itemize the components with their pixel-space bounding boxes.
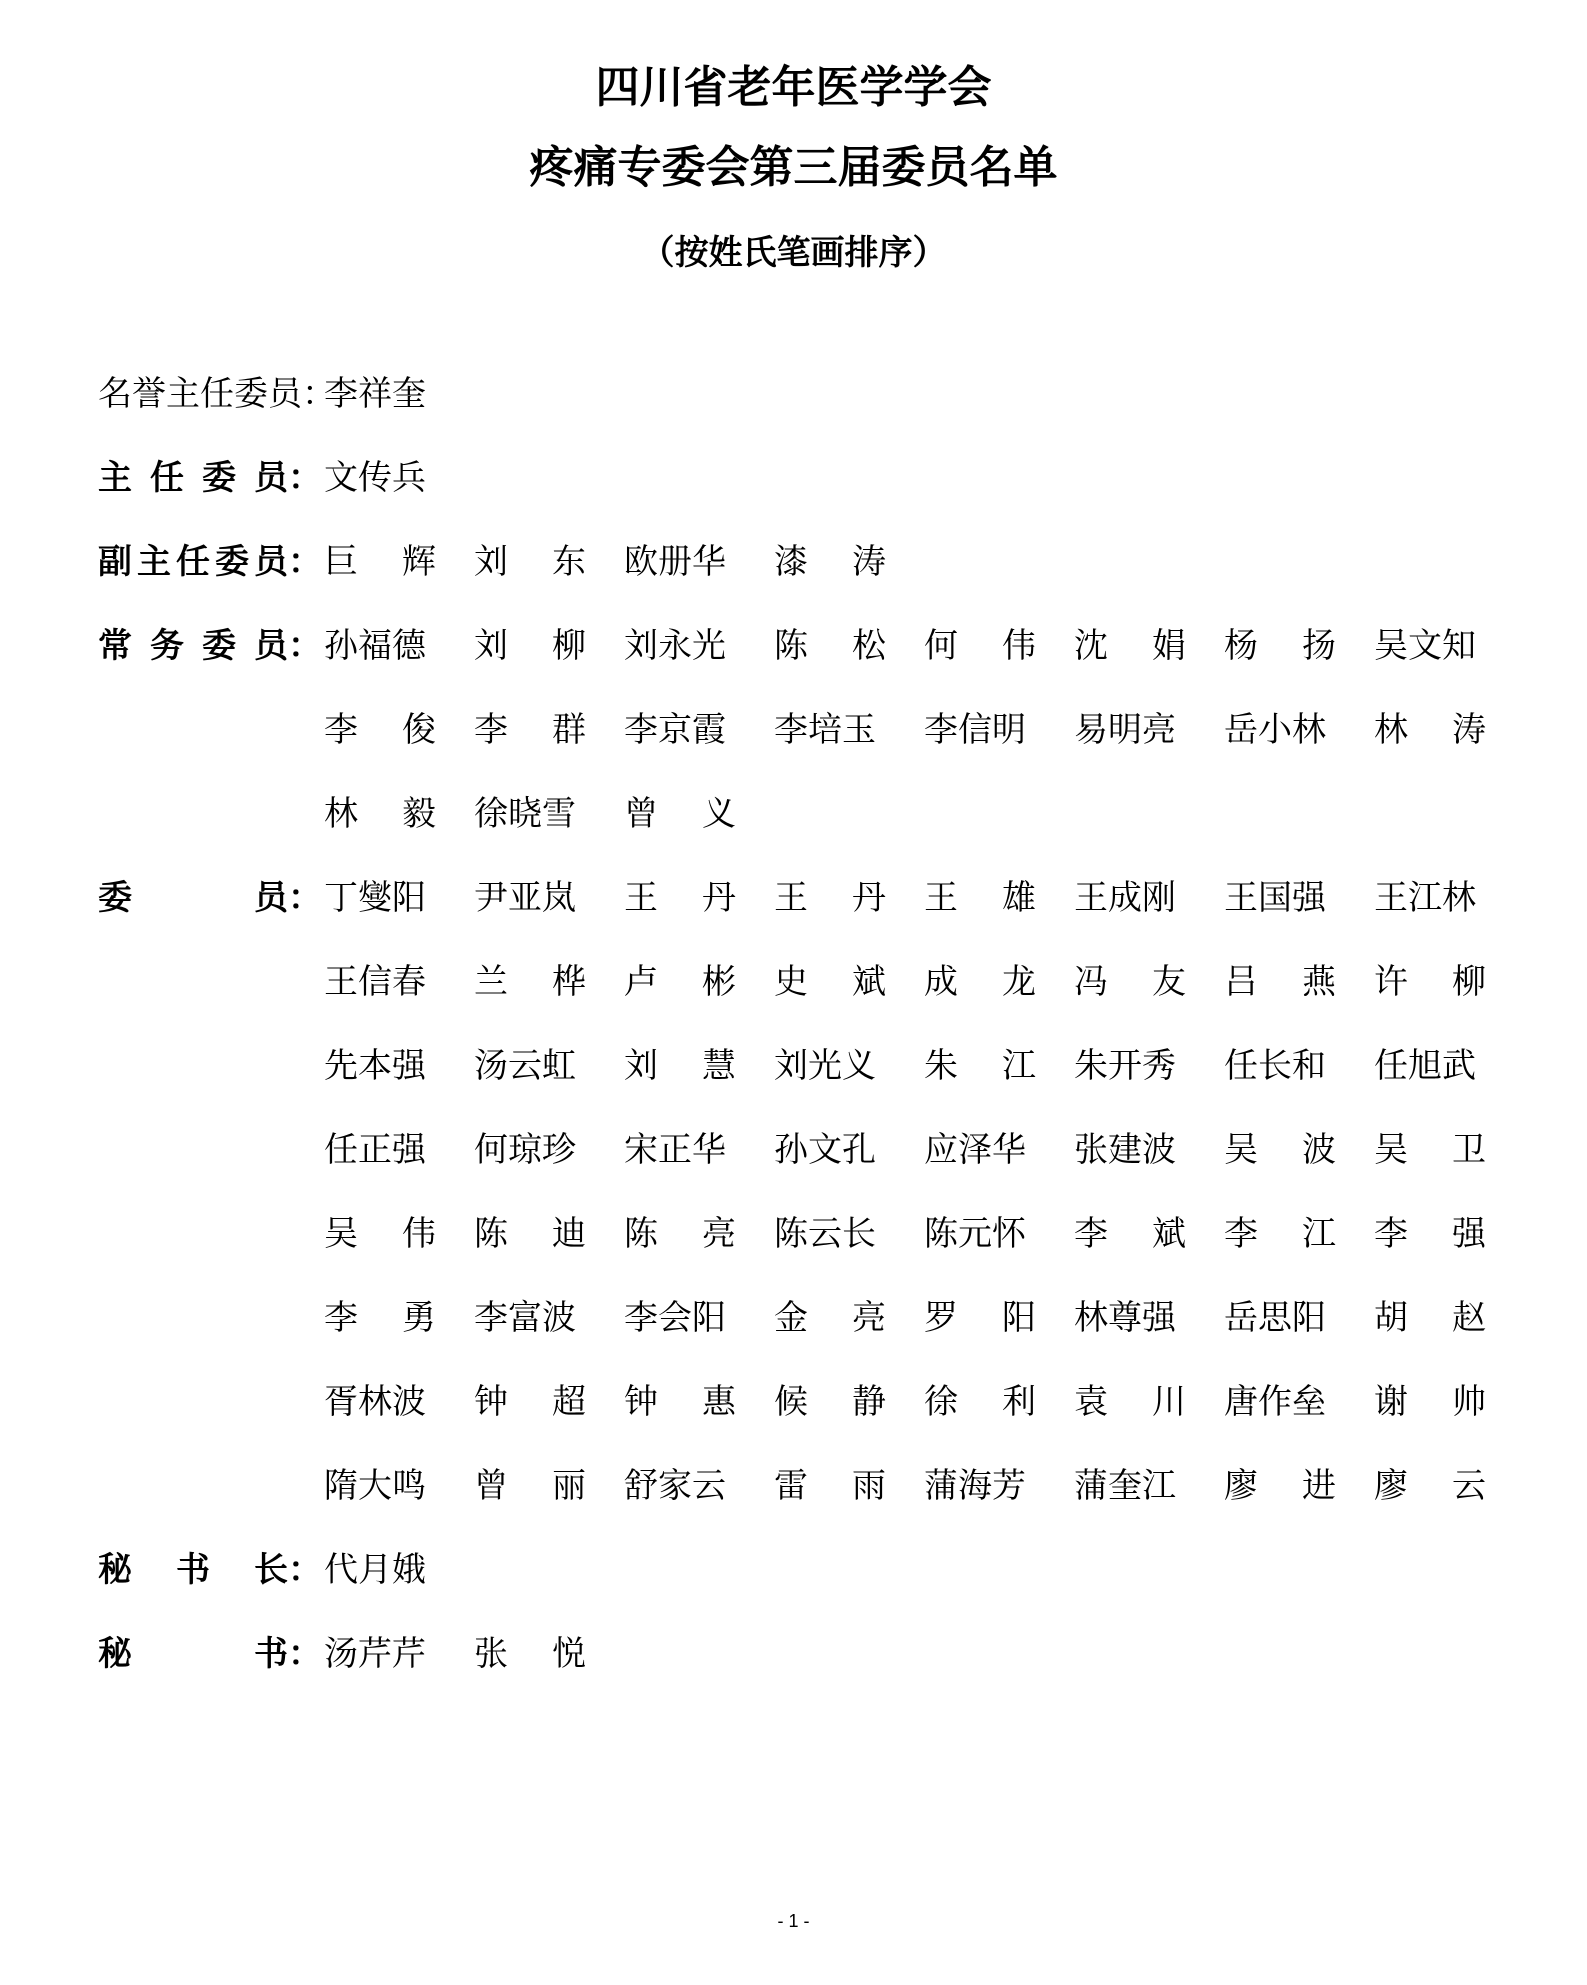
role-row-standing-member [98, 604, 1518, 856]
role-label-secretary [98, 1612, 324, 1696]
member-name: 史斌 [774, 962, 886, 1002]
member-name: 李信明 [924, 710, 1026, 750]
member-name: 林尊强 [1074, 1298, 1176, 1338]
member-name: 张悦 [474, 1634, 586, 1674]
member-name: 陈松 [774, 626, 886, 666]
member-name: 李京霞 [624, 710, 726, 750]
member-name: 林涛 [1374, 710, 1486, 750]
member-name: 李江 [1224, 1214, 1336, 1254]
role-row-honorary-chair [98, 352, 1518, 436]
role-row-vice-chair [98, 520, 1518, 604]
member-name: 汤云虹 [474, 1046, 576, 1086]
member-name: 陈元怀 [924, 1214, 1026, 1254]
member-name: 李斌 [1074, 1214, 1186, 1254]
role-label-colon: ： [288, 458, 322, 498]
member-name: 李勇 [324, 1298, 436, 1338]
role-label-secretary-general [98, 1528, 324, 1612]
member-name: 陈云长 [774, 1214, 876, 1254]
member-name: 刘东 [474, 542, 586, 582]
member-name: 廖进 [1224, 1466, 1336, 1506]
member-name: 唐作垒 [1224, 1382, 1326, 1422]
role-row-secretary-general [98, 1528, 1518, 1612]
member-name: 刘光义 [774, 1046, 876, 1086]
org-name-title: 四川省老年医学学会 [595, 62, 992, 113]
member-name: 吴波 [1224, 1130, 1336, 1170]
role-label-text: 秘书长 [98, 1550, 288, 1590]
member-name: 金亮 [774, 1298, 886, 1338]
member-name: 徐利 [924, 1382, 1036, 1422]
member-name: 王丹 [624, 878, 736, 918]
member-name: 岳小林 [1224, 710, 1326, 750]
role-label-colon: ： [288, 626, 322, 666]
member-name: 文传兵 [324, 458, 426, 498]
member-name: 漆涛 [774, 542, 886, 582]
member-name: 任旭武 [1374, 1046, 1476, 1086]
member-name: 丁燮阳 [324, 878, 426, 918]
role-row-secretary [98, 1612, 1518, 1696]
name-list [324, 856, 1514, 1528]
member-name: 舒家云 [624, 1466, 726, 1506]
member-name: 李俊 [324, 710, 436, 750]
member-name: 先本强 [324, 1046, 426, 1086]
member-name: 李富波 [474, 1298, 576, 1338]
name-list [324, 436, 1514, 520]
member-name: 朱开秀 [1074, 1046, 1176, 1086]
member-name: 刘柳 [474, 626, 586, 666]
member-name: 刘永光 [624, 626, 726, 666]
member-name: 王成刚 [1074, 878, 1176, 918]
member-name: 王丹 [774, 878, 886, 918]
role-label-text: 委员 [98, 878, 288, 918]
member-name: 王江林 [1374, 878, 1476, 918]
role-row-chair [98, 436, 1518, 520]
member-name: 吴文知 [1374, 626, 1476, 666]
member-name: 杨扬 [1224, 626, 1336, 666]
member-name: 汤芹芹 [324, 1634, 426, 1674]
member-name: 沈娟 [1074, 626, 1186, 666]
role-label-chair [98, 436, 324, 520]
role-label-text: 秘书 [98, 1634, 288, 1674]
member-roster [98, 352, 1518, 1696]
member-name: 何琼珍 [474, 1130, 576, 1170]
member-name: 卢彬 [624, 962, 736, 1002]
member-name: 蒲奎江 [1074, 1466, 1176, 1506]
member-name: 任长和 [1224, 1046, 1326, 1086]
role-label-colon: ： [288, 1550, 322, 1590]
member-name: 欧册华 [624, 542, 726, 582]
member-name: 代月娥 [324, 1550, 426, 1590]
member-name: 罗阳 [924, 1298, 1036, 1338]
member-name: 蒲海芳 [924, 1466, 1026, 1506]
role-label-standing-member [98, 604, 324, 688]
member-name: 李强 [1374, 1214, 1486, 1254]
member-name: 钟惠 [624, 1382, 736, 1422]
role-label-vice-chair [98, 520, 324, 604]
member-name: 吴伟 [324, 1214, 436, 1254]
member-name: 应泽华 [924, 1130, 1026, 1170]
member-name: 孙文孔 [774, 1130, 876, 1170]
member-name: 王信春 [324, 962, 426, 1002]
member-name: 隋大鸣 [324, 1466, 426, 1506]
member-name: 钟超 [474, 1382, 586, 1422]
role-label-colon: ： [288, 542, 322, 582]
member-name: 雷雨 [774, 1466, 886, 1506]
member-name: 王雄 [924, 878, 1036, 918]
member-name: 李培玉 [774, 710, 876, 750]
member-name: 候静 [774, 1382, 886, 1422]
member-name: 许柳 [1374, 962, 1486, 1002]
role-label-colon: ： [288, 1634, 322, 1674]
role-label-text: 副主任委员 [98, 542, 288, 582]
name-list [324, 1528, 1514, 1612]
member-name: 任正强 [324, 1130, 426, 1170]
page-number: - 1 - [777, 1911, 810, 1931]
name-list [324, 520, 1514, 604]
member-name: 兰桦 [474, 962, 586, 1002]
member-name: 林毅 [324, 794, 436, 834]
role-row-member [98, 856, 1518, 1528]
member-name: 胡赵 [1374, 1298, 1486, 1338]
member-name: 曾丽 [474, 1466, 586, 1506]
member-name: 李祥奎 [324, 374, 426, 414]
member-name: 张建波 [1074, 1130, 1176, 1170]
role-label-member [98, 856, 324, 940]
member-name: 朱江 [924, 1046, 1036, 1086]
member-name: 巨辉 [324, 542, 436, 582]
name-list [324, 604, 1514, 856]
member-name: 刘慧 [624, 1046, 736, 1086]
member-name: 李会阳 [624, 1298, 726, 1338]
member-name: 曾义 [624, 794, 736, 834]
member-name: 陈迪 [474, 1214, 586, 1254]
member-name: 岳思阳 [1224, 1298, 1326, 1338]
member-name: 王国强 [1224, 878, 1326, 918]
role-label-honorary-chair: 名誉主任委员： [98, 374, 336, 414]
role-label-colon: ： [288, 878, 322, 918]
member-name: 陈亮 [624, 1214, 736, 1254]
member-name: 成龙 [924, 962, 1036, 1002]
member-name: 冯友 [1074, 962, 1186, 1002]
member-name: 易明亮 [1074, 710, 1176, 750]
member-name: 何伟 [924, 626, 1036, 666]
role-label-text: 常务委员 [98, 626, 288, 666]
sort-note: （按姓氏笔画排序） [640, 233, 947, 273]
member-name: 袁川 [1074, 1382, 1186, 1422]
member-name: 尹亚岚 [474, 878, 576, 918]
member-name: 廖云 [1374, 1466, 1486, 1506]
member-name: 吕燕 [1224, 962, 1336, 1002]
member-name: 胥林波 [324, 1382, 426, 1422]
committee-title: 疼痛专委会第三届委员名单 [529, 142, 1058, 193]
member-name: 李群 [474, 710, 586, 750]
member-name: 孙福德 [324, 626, 426, 666]
member-name: 宋正华 [624, 1130, 726, 1170]
name-list [324, 352, 1514, 436]
name-list [324, 1612, 1514, 1696]
member-name: 徐晓雪 [474, 794, 576, 834]
member-name: 吴卫 [1374, 1130, 1486, 1170]
role-label-text: 主任委员 [98, 458, 288, 498]
member-name: 谢帅 [1374, 1382, 1486, 1422]
